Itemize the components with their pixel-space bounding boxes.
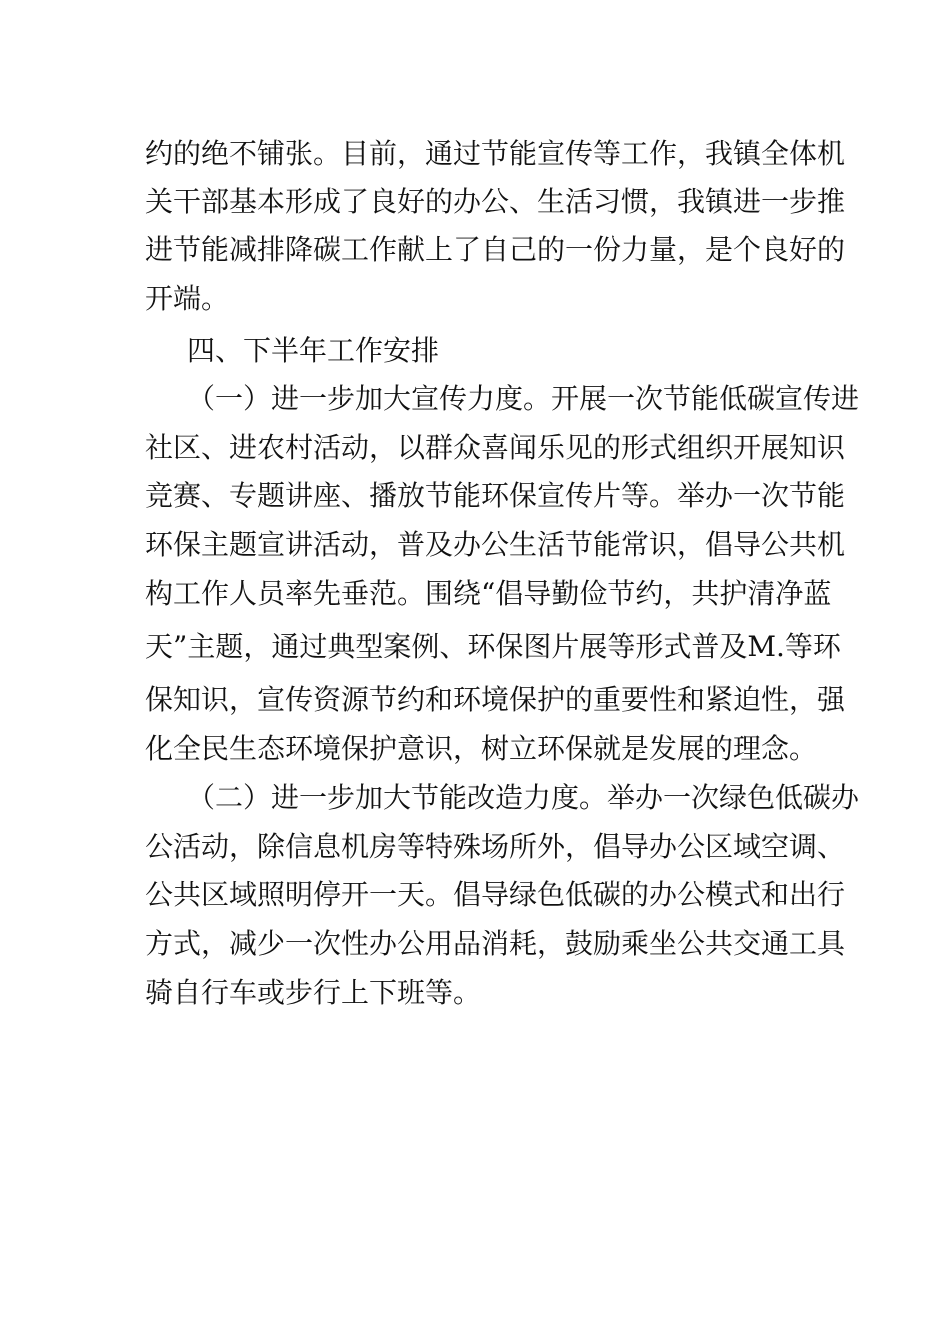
text-line: 保知识，宣传资源节约和环境保护的重要性和紧迫性，强 xyxy=(145,683,846,716)
text-line: （二）进一步加大节能改造力度。举办一次绿色低碳办 xyxy=(187,781,860,814)
text-line: 化全民生态环境保护意识，树立环保就是发展的理念。 xyxy=(145,732,818,765)
text-line: 公活动，除信息机房等特殊场所外，倡导办公区域空调、 xyxy=(145,830,846,863)
text-line: 骑自行车或步行上下班等。 xyxy=(145,976,482,1009)
text-line: （一）进一步加大宣传力度。开展一次节能低碳宣传进 xyxy=(187,382,860,415)
text-line: 构工作人员率先垂范。围绕“倡导勤俭节约，共护清净蓝 xyxy=(145,577,832,610)
section-heading: 四、下半年工作安排 xyxy=(187,334,440,367)
text-line: 进节能减排降碳工作献上了自己的一份力量，是个良好的 xyxy=(145,233,846,266)
text-line: 环保主题宣讲活动，普及办公生活节能常识，倡导公共机 xyxy=(145,528,846,561)
text-line: 约的绝不铺张。目前，通过节能宣传等工作，我镇全体机 xyxy=(145,137,846,170)
text-line: 关干部基本形成了良好的办公、生活习惯，我镇进一步推 xyxy=(145,185,846,218)
text-line: 社区、进农村活动，以群众喜闻乐见的形式组织开展知识 xyxy=(145,431,846,464)
text-line: 方式，减少一次性办公用品消耗，鼓励乘坐公共交通工具 xyxy=(145,927,846,960)
text-line: 公共区域照明停开一天。倡导绿色低碳的办公模式和出行 xyxy=(145,878,846,911)
text-line: 天”主题，通过典型案例、环保图片展等形式普及M.等环 xyxy=(145,630,841,663)
text-line: 竞赛、专题讲座、播放节能环保宣传片等。举办一次节能 xyxy=(145,479,846,512)
text-line: 开端。 xyxy=(145,282,230,315)
